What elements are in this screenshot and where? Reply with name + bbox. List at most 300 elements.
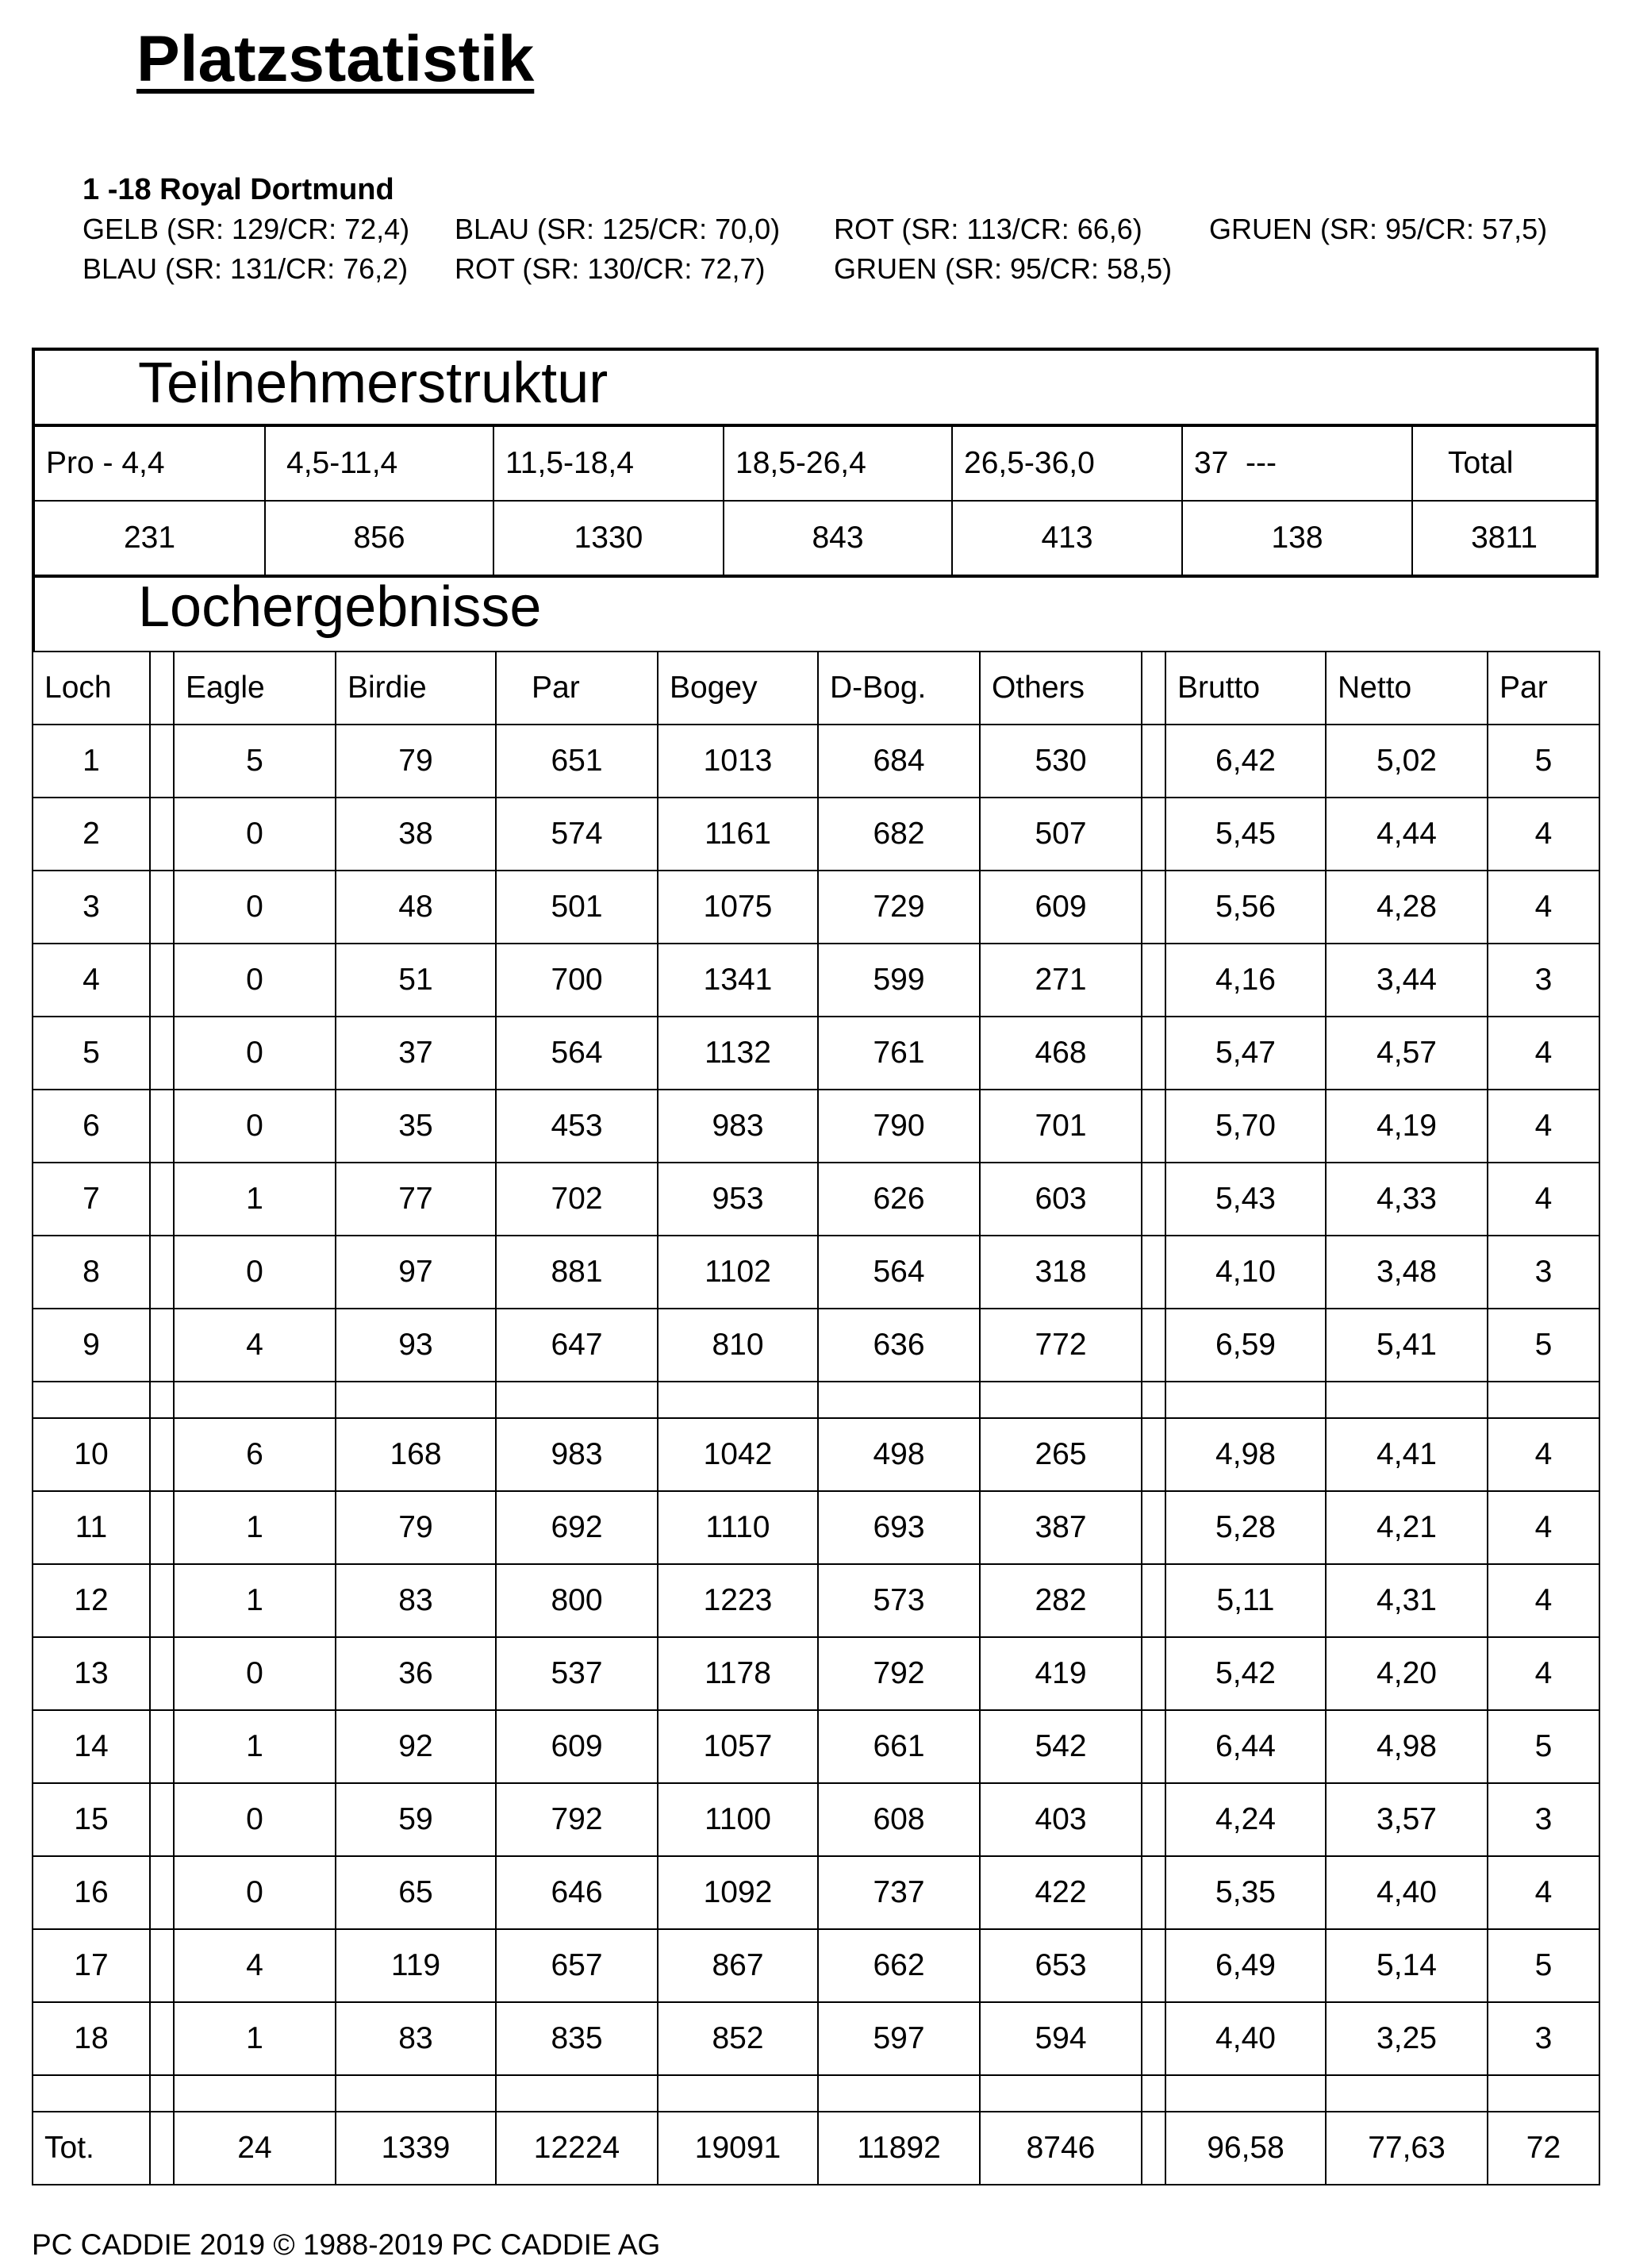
spacer-cell	[658, 2075, 818, 2112]
table-row	[33, 1710, 1599, 1783]
table-cell: 530	[980, 725, 1142, 798]
table-cell: 5,70	[1165, 1090, 1326, 1163]
participant-count: 138	[1182, 501, 1412, 576]
table-cell: 4	[1488, 1418, 1599, 1491]
column-spacer	[150, 2112, 174, 2185]
participant-count: 1330	[493, 501, 724, 576]
table-cell: 574	[496, 798, 658, 871]
table-cell: 4	[1488, 1856, 1599, 1929]
table-cell: 83	[336, 1564, 496, 1637]
table-cell: 4	[1488, 1017, 1599, 1090]
table-cell: 0	[174, 1783, 336, 1856]
table-row	[33, 1637, 1599, 1710]
table-cell: 419	[980, 1637, 1142, 1710]
table-cell: Tot.	[33, 2112, 150, 2185]
spacer-cell	[1488, 2075, 1599, 2112]
table-cell: 501	[496, 871, 658, 944]
spacer-cell	[150, 1382, 174, 1418]
table-cell: 0	[174, 798, 336, 871]
table-cell: 5,56	[1165, 871, 1326, 944]
table-cell: 14	[33, 1710, 150, 1783]
table-cell: 662	[818, 1929, 980, 2002]
table-cell: 8746	[980, 2112, 1142, 2185]
column-spacer	[150, 1236, 174, 1309]
hole-results-table	[32, 651, 1600, 2185]
table-cell: 0	[174, 1236, 336, 1309]
table-cell: 3,44	[1326, 944, 1488, 1017]
column-header: Others	[980, 652, 1142, 725]
table-cell: 4	[1488, 1163, 1599, 1236]
table-cell: 422	[980, 1856, 1142, 1929]
table-cell: 11	[33, 1491, 150, 1564]
table-cell: 4,98	[1165, 1418, 1326, 1491]
table-cell: 772	[980, 1309, 1142, 1382]
table-cell: 6,49	[1165, 1929, 1326, 2002]
table-cell: 4	[1488, 1564, 1599, 1637]
table-cell: 983	[496, 1418, 658, 1491]
table-cell: 1075	[658, 871, 818, 944]
column-spacer	[150, 1929, 174, 2002]
tee-rating: ROT (SR: 113/CR: 66,6)	[834, 213, 1142, 245]
hcp-range-header: 18,5-26,4	[724, 425, 952, 501]
column-spacer	[150, 1564, 174, 1637]
table-cell: 3	[1488, 2002, 1599, 2075]
table-cell: 1110	[658, 1491, 818, 1564]
table-cell: 498	[818, 1418, 980, 1491]
table-cell: 5,28	[1165, 1491, 1326, 1564]
table-cell: 603	[980, 1163, 1142, 1236]
table-row	[33, 871, 1599, 944]
table-cell: 1132	[658, 1017, 818, 1090]
table-cell: 626	[818, 1163, 980, 1236]
spacer-cell	[150, 2075, 174, 2112]
spacer-cell	[980, 1382, 1142, 1418]
table-cell: 65	[336, 1856, 496, 1929]
table-cell: 3	[1488, 1783, 1599, 1856]
table-cell: 18	[33, 2002, 150, 2075]
table-cell: 609	[980, 871, 1142, 944]
course-name: 1 -18 Royal Dortmund	[83, 173, 394, 206]
table-cell: 636	[818, 1309, 980, 1382]
table-cell: 168	[336, 1418, 496, 1491]
table-row	[33, 2002, 1599, 2075]
table-cell: 983	[658, 1090, 818, 1163]
table-cell: 651	[496, 725, 658, 798]
table-cell: 3	[33, 871, 150, 944]
participant-values-row	[33, 501, 1597, 576]
spacer-cell	[1326, 2075, 1488, 2112]
spacer-cell	[818, 1382, 980, 1418]
table-cell: 92	[336, 1710, 496, 1783]
table-cell: 1341	[658, 944, 818, 1017]
spacer-cell	[336, 1382, 496, 1418]
column-header: Par	[1488, 652, 1599, 725]
table-cell: 403	[980, 1783, 1142, 1856]
hcp-range-header: 37 ---	[1182, 425, 1412, 501]
table-cell: 6,59	[1165, 1309, 1326, 1382]
table-cell: 684	[818, 725, 980, 798]
table-cell: 387	[980, 1491, 1142, 1564]
table-cell: 5,14	[1326, 1929, 1488, 2002]
table-cell: 737	[818, 1856, 980, 1929]
hcp-range-header: 26,5-36,0	[952, 425, 1182, 501]
table-cell: 4	[1488, 1491, 1599, 1564]
table-cell: 24	[174, 2112, 336, 2185]
table-cell: 0	[174, 944, 336, 1017]
spacer-row	[33, 1382, 1599, 1418]
tee-rating: BLAU (SR: 125/CR: 70,0)	[455, 213, 781, 245]
column-spacer	[1142, 725, 1165, 798]
column-spacer	[1142, 1710, 1165, 1783]
table-row	[33, 1163, 1599, 1236]
table-cell: 5	[1488, 1710, 1599, 1783]
tee-rating: GELB (SR: 129/CR: 72,4)	[83, 213, 410, 245]
column-spacer	[150, 1418, 174, 1491]
spacer-cell	[1488, 1382, 1599, 1418]
table-cell: 800	[496, 1564, 658, 1637]
participant-header-row	[33, 425, 1597, 501]
table-cell: 4,33	[1326, 1163, 1488, 1236]
table-cell: 0	[174, 1856, 336, 1929]
table-cell: 542	[980, 1710, 1142, 1783]
table-cell: 1102	[658, 1236, 818, 1309]
column-spacer	[1142, 652, 1165, 725]
table-cell: 0	[174, 1090, 336, 1163]
table-cell: 564	[496, 1017, 658, 1090]
column-spacer	[1142, 2002, 1165, 2075]
table-cell: 700	[496, 944, 658, 1017]
footer-copyright: PC CADDIE 2019 © 1988-2019 PC CADDIE AG	[32, 2228, 661, 2261]
table-cell: 3	[1488, 944, 1599, 1017]
column-spacer	[1142, 798, 1165, 871]
table-cell: 10	[33, 1418, 150, 1491]
table-cell: 0	[174, 1637, 336, 1710]
column-spacer	[150, 2002, 174, 2075]
table-cell: 1223	[658, 1564, 818, 1637]
total-header: Total	[1412, 425, 1597, 501]
table-cell: 318	[980, 1236, 1142, 1309]
table-cell: 4,24	[1165, 1783, 1326, 1856]
table-cell: 59	[336, 1783, 496, 1856]
column-spacer	[150, 1017, 174, 1090]
table-cell: 9	[33, 1309, 150, 1382]
page-title: Platzstatistik	[136, 23, 535, 95]
column-spacer	[150, 652, 174, 725]
spacer-cell	[336, 2075, 496, 2112]
table-row	[33, 944, 1599, 1017]
table-cell: 609	[496, 1710, 658, 1783]
table-cell: 0	[174, 1017, 336, 1090]
column-spacer	[150, 1637, 174, 1710]
hcp-range-header: 4,5-11,4	[265, 425, 493, 501]
table-cell: 4,10	[1165, 1236, 1326, 1309]
table-cell: 36	[336, 1637, 496, 1710]
table-cell: 4,41	[1326, 1418, 1488, 1491]
column-header: Brutto	[1165, 652, 1326, 725]
spacer-cell	[1326, 1382, 1488, 1418]
participant-count: 413	[952, 501, 1182, 576]
column-spacer	[1142, 1163, 1165, 1236]
spacer-cell	[1142, 2075, 1165, 2112]
table-cell: 96,58	[1165, 2112, 1326, 2185]
table-cell: 661	[818, 1710, 980, 1783]
table-cell: 5,42	[1165, 1637, 1326, 1710]
tee-rating: GRUEN (SR: 95/CR: 57,5)	[1209, 213, 1548, 245]
column-spacer	[1142, 1017, 1165, 1090]
table-cell: 692	[496, 1491, 658, 1564]
table-cell: 599	[818, 944, 980, 1017]
table-cell: 1	[174, 2002, 336, 2075]
table-row	[33, 1309, 1599, 1382]
table-cell: 867	[658, 1929, 818, 2002]
table-cell: 792	[818, 1637, 980, 1710]
column-spacer	[1142, 1783, 1165, 1856]
column-header: Eagle	[174, 652, 336, 725]
table-cell: 507	[980, 798, 1142, 871]
table-cell: 702	[496, 1163, 658, 1236]
column-spacer	[1142, 1856, 1165, 1929]
table-cell: 4,16	[1165, 944, 1326, 1017]
table-cell: 1	[174, 1710, 336, 1783]
table-cell: 4	[1488, 871, 1599, 944]
column-spacer	[150, 1163, 174, 1236]
participant-structure-heading: Teilnehmerstruktur	[32, 348, 1599, 424]
table-cell: 4,28	[1326, 871, 1488, 944]
table-cell: 282	[980, 1564, 1142, 1637]
table-cell: 5,35	[1165, 1856, 1326, 1929]
hole-header-row	[33, 652, 1599, 725]
column-spacer	[1142, 1418, 1165, 1491]
column-header: Loch	[33, 652, 150, 725]
participant-structure-table	[32, 424, 1599, 578]
table-row	[33, 1236, 1599, 1309]
table-cell: 93	[336, 1309, 496, 1382]
hcp-range-header: Pro - 4,4	[33, 425, 265, 501]
table-cell: 4,98	[1326, 1710, 1488, 1783]
column-spacer	[1142, 944, 1165, 1017]
table-cell: 17	[33, 1929, 150, 2002]
table-cell: 4	[174, 1309, 336, 1382]
table-cell: 37	[336, 1017, 496, 1090]
participant-total: 3811	[1412, 501, 1597, 576]
table-row	[33, 1783, 1599, 1856]
table-cell: 72	[1488, 2112, 1599, 2185]
table-cell: 5	[1488, 1929, 1599, 2002]
spacer-cell	[496, 2075, 658, 2112]
table-cell: 653	[980, 1929, 1142, 2002]
table-cell: 4	[1488, 1637, 1599, 1710]
spacer-cell	[496, 1382, 658, 1418]
table-cell: 48	[336, 871, 496, 944]
table-cell: 657	[496, 1929, 658, 2002]
column-header: Birdie	[336, 652, 496, 725]
table-cell: 4	[174, 1929, 336, 2002]
table-cell: 77	[336, 1163, 496, 1236]
table-row	[33, 1491, 1599, 1564]
table-cell: 790	[818, 1090, 980, 1163]
hole-results-heading: Lochergebnisse	[32, 575, 1599, 651]
table-cell: 729	[818, 871, 980, 944]
table-cell: 564	[818, 1236, 980, 1309]
column-header: Netto	[1326, 652, 1488, 725]
table-cell: 1092	[658, 1856, 818, 1929]
column-header: D-Bog.	[818, 652, 980, 725]
table-cell: 594	[980, 2002, 1142, 2075]
table-row	[33, 725, 1599, 798]
table-cell: 97	[336, 1236, 496, 1309]
column-spacer	[1142, 1309, 1165, 1382]
table-cell: 4	[1488, 798, 1599, 871]
participant-count: 231	[33, 501, 265, 576]
table-cell: 573	[818, 1564, 980, 1637]
spacer-cell	[33, 1382, 150, 1418]
table-row	[33, 798, 1599, 871]
column-spacer	[1142, 1564, 1165, 1637]
column-spacer	[150, 1856, 174, 1929]
tee-rating: BLAU (SR: 131/CR: 76,2)	[83, 252, 409, 285]
column-spacer	[1142, 871, 1165, 944]
table-cell: 4,21	[1326, 1491, 1488, 1564]
table-cell: 3,48	[1326, 1236, 1488, 1309]
table-cell: 5,47	[1165, 1017, 1326, 1090]
table-cell: 4,40	[1326, 1856, 1488, 1929]
table-cell: 1339	[336, 2112, 496, 2185]
table-cell: 4	[1488, 1090, 1599, 1163]
spacer-cell	[1165, 1382, 1326, 1418]
table-cell: 646	[496, 1856, 658, 1929]
table-cell: 15	[33, 1783, 150, 1856]
table-cell: 83	[336, 2002, 496, 2075]
table-cell: 608	[818, 1783, 980, 1856]
table-cell: 5,41	[1326, 1309, 1488, 1382]
table-cell: 7	[33, 1163, 150, 1236]
column-spacer	[150, 1491, 174, 1564]
table-cell: 6,42	[1165, 725, 1326, 798]
table-cell: 11892	[818, 2112, 980, 2185]
table-cell: 6	[174, 1418, 336, 1491]
table-cell: 852	[658, 2002, 818, 2075]
participant-count: 843	[724, 501, 952, 576]
table-cell: 1	[174, 1564, 336, 1637]
table-cell: 4,44	[1326, 798, 1488, 871]
table-cell: 4,20	[1326, 1637, 1488, 1710]
spacer-cell	[1142, 1382, 1165, 1418]
total-row	[33, 2112, 1599, 2185]
table-cell: 0	[174, 871, 336, 944]
column-spacer	[150, 871, 174, 944]
table-row	[33, 1090, 1599, 1163]
table-cell: 5,43	[1165, 1163, 1326, 1236]
table-cell: 265	[980, 1418, 1142, 1491]
spacer-cell	[174, 1382, 336, 1418]
table-cell: 4,57	[1326, 1017, 1488, 1090]
spacer-cell	[658, 1382, 818, 1418]
table-cell: 13	[33, 1637, 150, 1710]
table-cell: 119	[336, 1929, 496, 2002]
table-row	[33, 1856, 1599, 1929]
column-spacer	[1142, 1090, 1165, 1163]
table-cell: 881	[496, 1236, 658, 1309]
table-cell: 4,40	[1165, 2002, 1326, 2075]
table-cell: 51	[336, 944, 496, 1017]
table-cell: 12	[33, 1564, 150, 1637]
spacer-cell	[818, 2075, 980, 2112]
table-cell: 79	[336, 725, 496, 798]
column-header: Par	[496, 652, 658, 725]
table-row	[33, 1017, 1599, 1090]
hcp-range-header: 11,5-18,4	[493, 425, 724, 501]
column-spacer	[1142, 2112, 1165, 2185]
table-cell: 4	[33, 944, 150, 1017]
table-cell: 16	[33, 1856, 150, 1929]
table-cell: 2	[33, 798, 150, 871]
column-spacer	[150, 1309, 174, 1382]
table-cell: 761	[818, 1017, 980, 1090]
table-cell: 1161	[658, 798, 818, 871]
table-cell: 1057	[658, 1710, 818, 1783]
table-cell: 953	[658, 1163, 818, 1236]
table-row	[33, 1564, 1599, 1637]
spacer-row	[33, 2075, 1599, 2112]
table-cell: 810	[658, 1309, 818, 1382]
table-cell: 792	[496, 1783, 658, 1856]
column-spacer	[1142, 1491, 1165, 1564]
tee-rating: ROT (SR: 130/CR: 72,7)	[455, 252, 766, 285]
table-row	[33, 1929, 1599, 2002]
tee-rating: GRUEN (SR: 95/CR: 58,5)	[834, 252, 1173, 285]
table-cell: 5	[1488, 725, 1599, 798]
column-header: Bogey	[658, 652, 818, 725]
table-cell: 537	[496, 1637, 658, 1710]
column-spacer	[150, 1783, 174, 1856]
spacer-cell	[33, 2075, 150, 2112]
hole-results-section	[32, 575, 1599, 2185]
table-cell: 4,31	[1326, 1564, 1488, 1637]
table-cell: 5	[33, 1017, 150, 1090]
participant-count: 856	[265, 501, 493, 576]
table-cell: 1100	[658, 1783, 818, 1856]
table-cell: 35	[336, 1090, 496, 1163]
spacer-cell	[980, 2075, 1142, 2112]
table-cell: 682	[818, 798, 980, 871]
column-spacer	[1142, 1236, 1165, 1309]
column-spacer	[150, 1710, 174, 1783]
table-cell: 3,25	[1326, 2002, 1488, 2075]
table-cell: 38	[336, 798, 496, 871]
table-cell: 6	[33, 1090, 150, 1163]
column-spacer	[150, 944, 174, 1017]
column-spacer	[150, 725, 174, 798]
table-cell: 6,44	[1165, 1710, 1326, 1783]
table-cell: 835	[496, 2002, 658, 2075]
table-cell: 1178	[658, 1637, 818, 1710]
table-cell: 1	[174, 1163, 336, 1236]
column-spacer	[150, 1090, 174, 1163]
table-cell: 701	[980, 1090, 1142, 1163]
table-cell: 693	[818, 1491, 980, 1564]
table-cell: 79	[336, 1491, 496, 1564]
table-cell: 3,57	[1326, 1783, 1488, 1856]
table-cell: 3	[1488, 1236, 1599, 1309]
table-cell: 5	[174, 725, 336, 798]
table-cell: 5,45	[1165, 798, 1326, 871]
column-spacer	[1142, 1929, 1165, 2002]
table-cell: 77,63	[1326, 2112, 1488, 2185]
column-spacer	[1142, 1637, 1165, 1710]
table-cell: 597	[818, 2002, 980, 2075]
table-cell: 5,11	[1165, 1564, 1326, 1637]
participant-structure-section	[32, 348, 1599, 578]
